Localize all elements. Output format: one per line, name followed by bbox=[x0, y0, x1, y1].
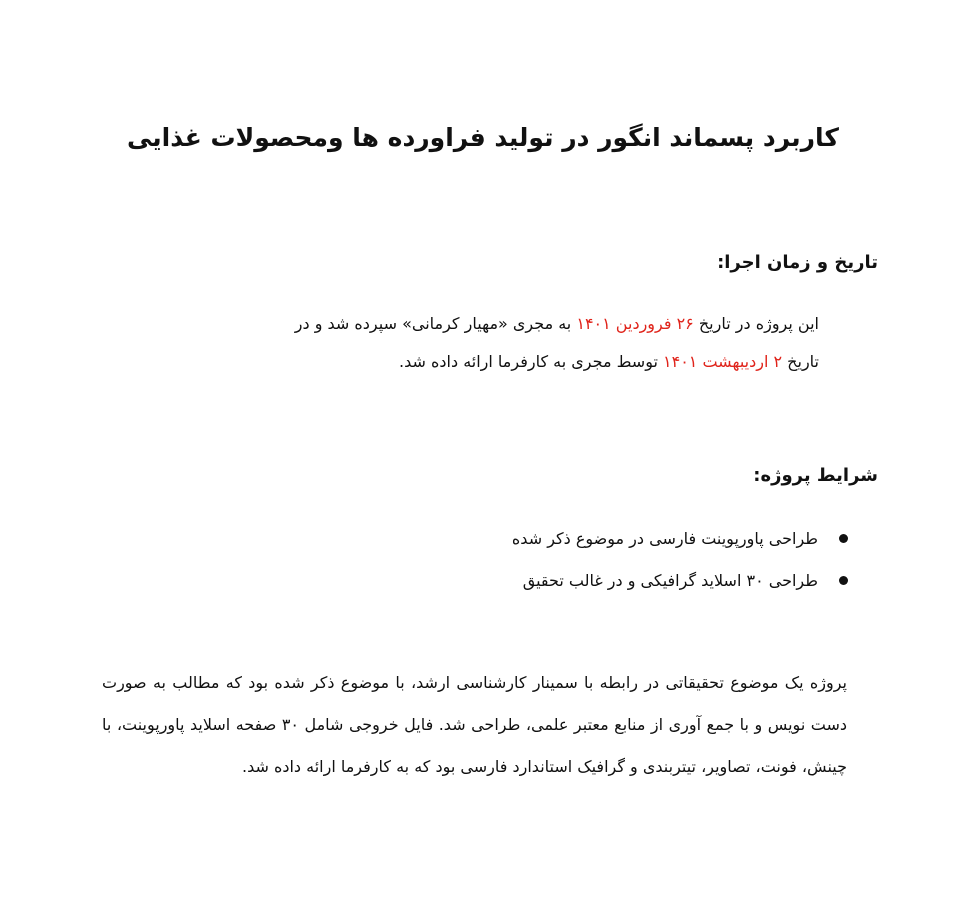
date-line2-start: تاریخ bbox=[782, 352, 819, 371]
list-item-text: طراحی پاورپوینت فارسی در موضوع ذکر شده bbox=[511, 529, 818, 548]
delivery-date: ۲ اردیبهشت ۱۴۰۱ bbox=[663, 352, 783, 371]
date-section-heading: تاریخ و زمان اجرا: bbox=[717, 252, 878, 273]
description-paragraph: پروژه یک موضوع تحقیقاتی در رابطه با سمینار کارشناسی ارشد، با موضوع ذکر شده بود که مطالب به صورت دست نویس و با جمع آوری از منابع معتبر علمی، طراحی شد. فایل خروجی شامل ۳۰ صفحه اسلاید پاورپوینت، با چینش، فونت، تصاویر، تیتربندی و گرافیک استاندارد فارسی بود که به کارفرما ارائه داده شد. bbox=[102, 673, 848, 776]
list-item bbox=[512, 560, 848, 602]
start-date: ۲۶ فروردین ۱۴۰۱ bbox=[576, 314, 694, 333]
date-line1-start: این پروژه در تاریخ bbox=[693, 314, 819, 333]
date-paragraph bbox=[139, 305, 819, 381]
terms-list bbox=[512, 518, 848, 602]
list-item bbox=[512, 518, 848, 560]
document-title: کاربرد پسماند انگور در تولید فراورده ها ومحصولات غذایی bbox=[127, 123, 839, 152]
bullet-icon bbox=[839, 576, 848, 585]
date-line2-end: توسط مجری به کارفرما ارائه داده شد. bbox=[399, 352, 663, 371]
list-item-text: طراحی ۳۰ اسلاید گرافیکی و در غالب تحقیق bbox=[522, 571, 818, 590]
terms-section-heading: شرایط پروژه: bbox=[753, 465, 878, 486]
date-line1-end: به مجری «مهیار کرمانی» سپرده شد و در bbox=[294, 314, 577, 333]
bullet-icon bbox=[839, 534, 848, 543]
